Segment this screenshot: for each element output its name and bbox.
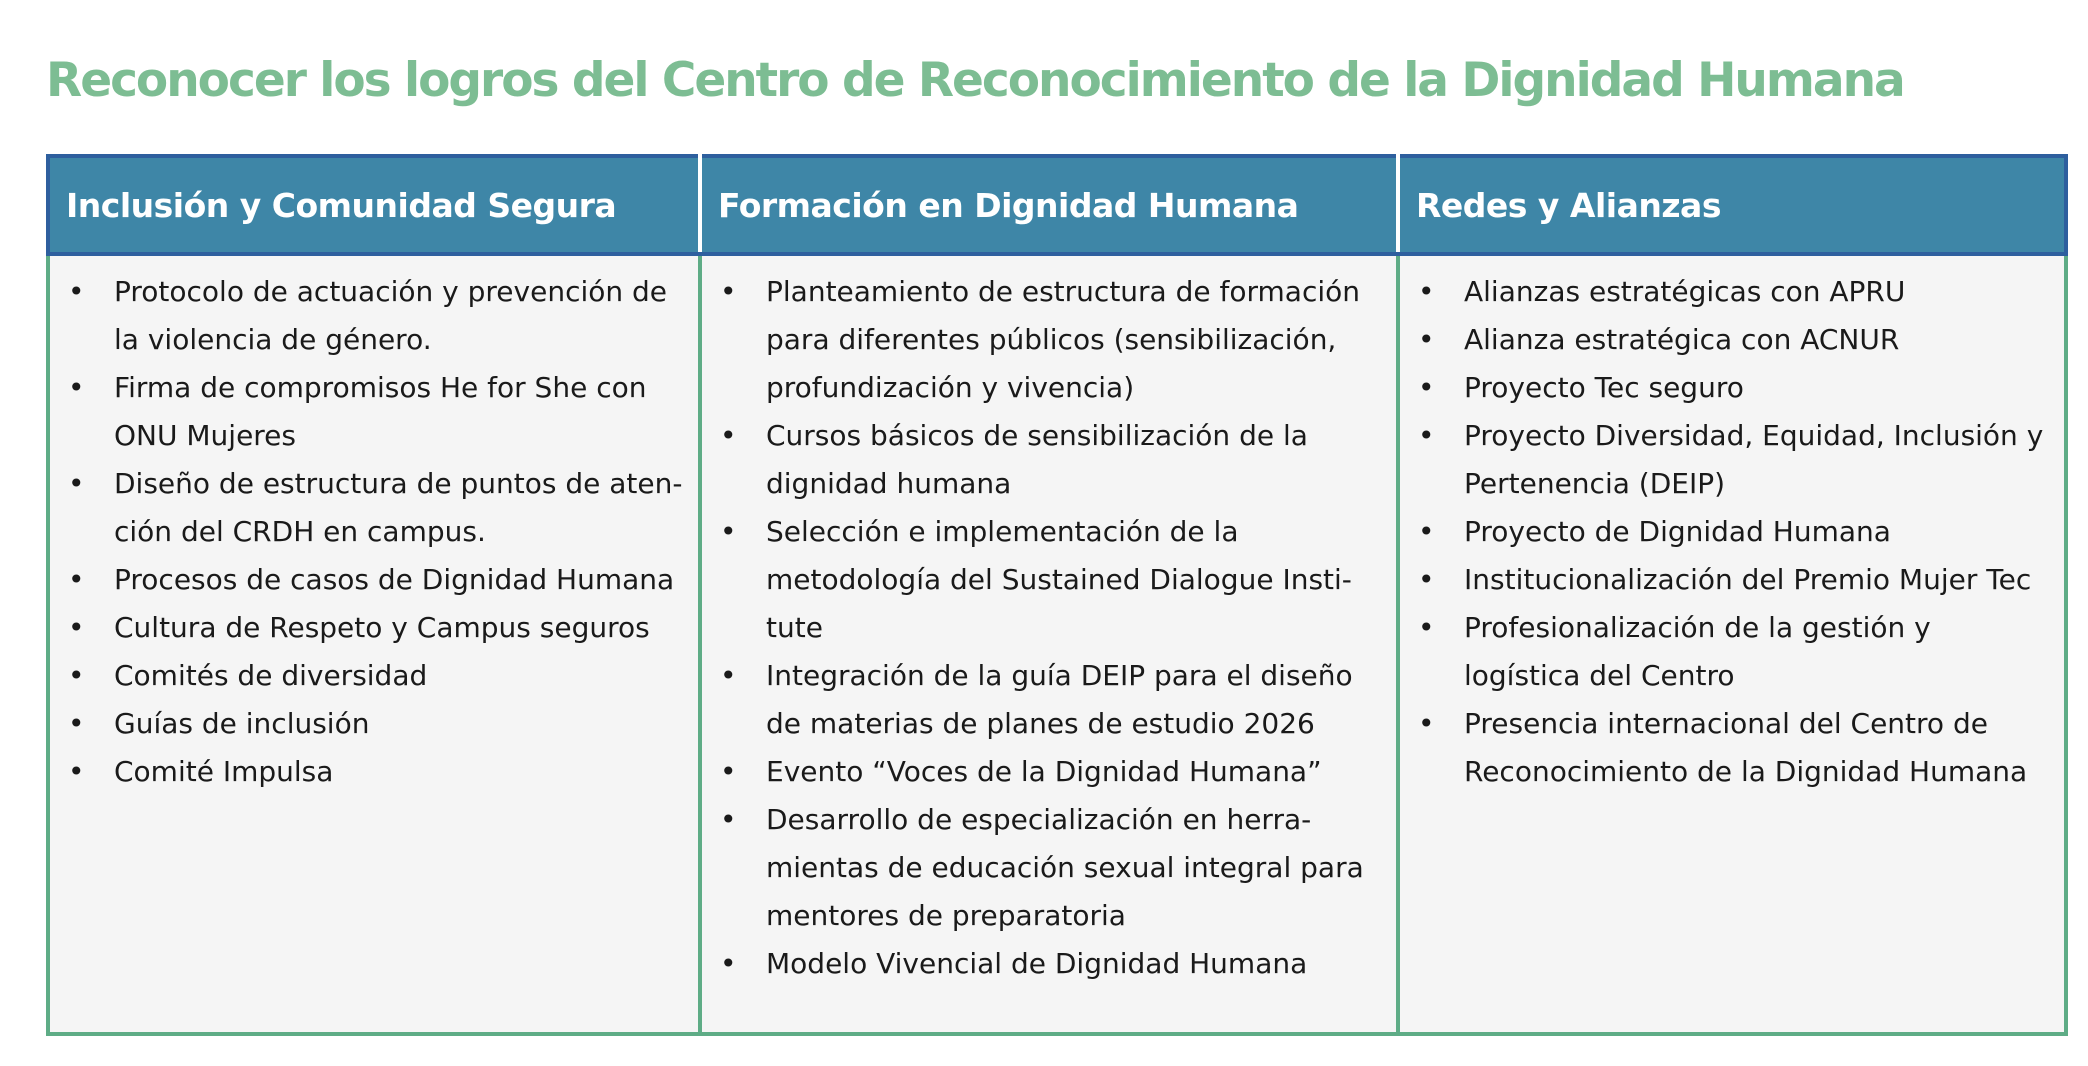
list-item [702, 748, 1396, 796]
bullet-icon: • [720, 755, 737, 788]
list-item-text: Comités de diversidad [114, 659, 428, 692]
list-item [1400, 604, 2064, 700]
bullet-icon: • [1418, 515, 1435, 548]
list-item [1400, 268, 2064, 316]
list-item-text: Evento “Voces de la Dignidad Humana” [766, 755, 1322, 788]
list-item-text: Cursos básicos de sensibilización de la dignidad humana [766, 419, 1308, 500]
list-item [50, 700, 698, 748]
list-item-text: Comité Impulsa [114, 755, 334, 788]
list-item [1400, 364, 2064, 412]
list-item-text: Presencia internacional del Centro de Reconocimiento de la Dignidad Humana [1464, 707, 2028, 788]
bullet-icon: • [68, 707, 85, 740]
list-item [1400, 556, 2064, 604]
column-cell-inclusion [48, 254, 700, 1034]
inclusion-list [50, 268, 698, 796]
redes-list [1400, 268, 2064, 796]
list-item [1400, 412, 2064, 508]
list-item [50, 460, 698, 556]
table-header-row [48, 156, 2066, 254]
list-item-text: Procesos de casos de Dignidad Humana [114, 563, 675, 596]
bullet-icon: • [720, 803, 737, 836]
list-item [702, 412, 1396, 508]
list-item [1400, 508, 2064, 556]
list-item [50, 604, 698, 652]
table-body-row [48, 254, 2066, 1034]
list-item-text: Selección e implementación de la metodología del Sustained Dialogue Insti-tute [766, 515, 1352, 644]
bullet-icon: • [720, 515, 737, 548]
bullet-icon: • [1418, 371, 1435, 404]
bullet-icon: • [720, 419, 737, 452]
bullet-icon: • [1418, 275, 1435, 308]
list-item-text: Institucionalización del Premio Mujer Tec [1464, 563, 2032, 596]
list-item [50, 652, 698, 700]
bullet-icon: • [1418, 707, 1435, 740]
list-item [702, 940, 1396, 988]
list-item [702, 796, 1396, 940]
list-item [1400, 700, 2064, 796]
achievements-table [46, 154, 2068, 1036]
bullet-icon: • [1418, 611, 1435, 644]
bullet-icon: • [720, 947, 737, 980]
bullet-icon: • [1418, 419, 1435, 452]
list-item-text: Guías de inclusión [114, 707, 370, 740]
column-header-formacion: Formación en Dignidad Humana [700, 156, 1398, 254]
list-item-text: Diseño de estructura de puntos de aten-ción del CRDH en campus. [114, 467, 683, 548]
bullet-icon: • [68, 755, 85, 788]
column-cell-formacion [700, 254, 1398, 1034]
bullet-icon: • [1418, 323, 1435, 356]
list-item [50, 364, 698, 460]
bullet-icon: • [68, 659, 85, 692]
list-item-text: Proyecto Diversidad, Equidad, Inclusión y Pertenencia (DEIP) [1464, 419, 2044, 500]
list-item-text: Profesionalización de la gestión y logística del Centro [1464, 611, 1931, 692]
bullet-icon: • [68, 371, 85, 404]
bullet-icon: • [68, 563, 85, 596]
bullet-icon: • [68, 275, 85, 308]
list-item-text: Alianza estratégica con ACNUR [1464, 323, 1900, 356]
list-item [1400, 316, 2064, 364]
list-item-text: Modelo Vivencial de Dignidad Humana [766, 947, 1308, 980]
list-item [50, 556, 698, 604]
column-cell-redes [1398, 254, 2066, 1034]
list-item [50, 268, 698, 364]
column-header-redes: Redes y Alianzas [1398, 156, 2066, 254]
page-title: Reconocer los logros del Centro de Reconocimiento de la Dignidad Humana [46, 53, 1904, 108]
column-header-inclusion: Inclusión y Comunidad Segura [48, 156, 700, 254]
bullet-icon: • [68, 611, 85, 644]
list-item-text: Protocolo de actuación y prevención de la violencia de género. [114, 275, 668, 356]
list-item-text: Proyecto de Dignidad Humana [1464, 515, 1891, 548]
list-item [50, 748, 698, 796]
list-item-text: Planteamiento de estructura de formación para diferentes públicos (sensibilización, profundización y vivencia) [766, 275, 1361, 404]
bullet-icon: • [720, 659, 737, 692]
list-item [702, 652, 1396, 748]
list-item-text: Firma de compromisos He for She con ONU Mujeres [114, 371, 647, 452]
bullet-icon: • [720, 275, 737, 308]
list-item-text: Cultura de Respeto y Campus seguros [114, 611, 650, 644]
formacion-list [702, 268, 1396, 988]
list-item [702, 508, 1396, 652]
bullet-icon: • [1418, 563, 1435, 596]
list-item-text: Proyecto Tec seguro [1464, 371, 1744, 404]
list-item [702, 268, 1396, 412]
list-item-text: Desarrollo de especialización en herra-mientas de educación sexual integral para mentores de preparatoria [766, 803, 1364, 932]
list-item-text: Alianzas estratégicas con APRU [1464, 275, 1906, 308]
list-item-text: Integración de la guía DEIP para el diseño de materias de planes de estudio 2026 [766, 659, 1353, 740]
bullet-icon: • [68, 467, 85, 500]
